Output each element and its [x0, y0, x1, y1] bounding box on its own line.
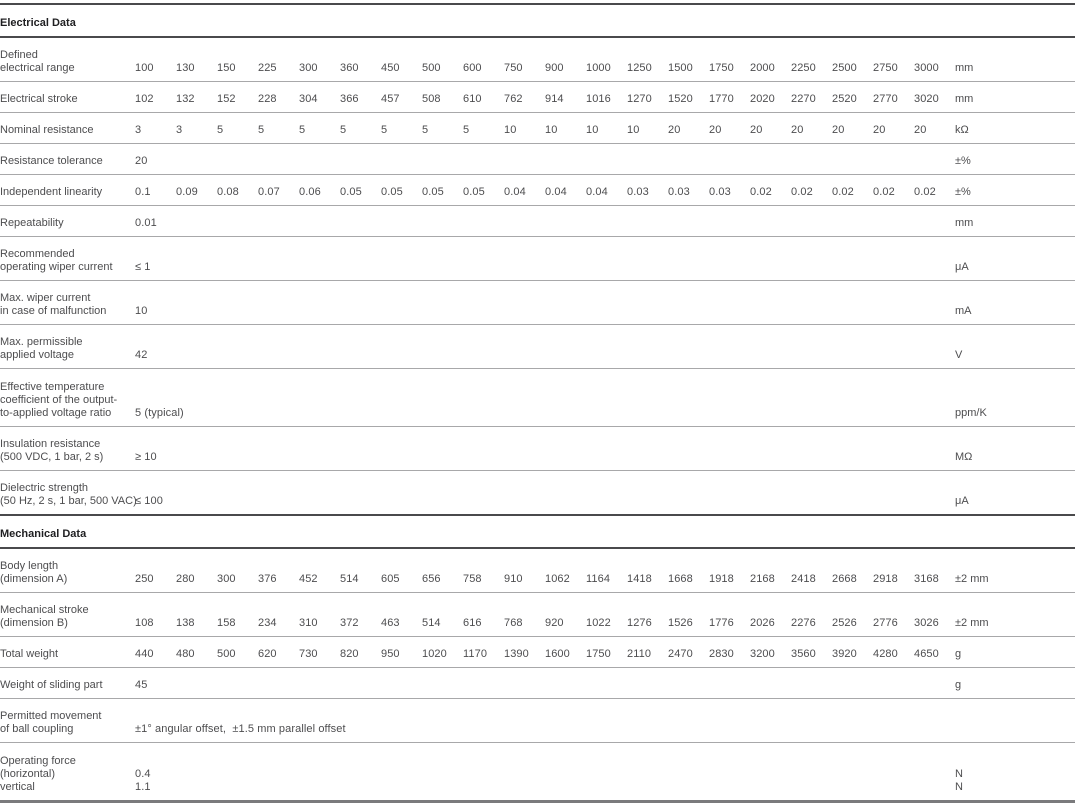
row-label-line: (horizontal): [0, 768, 56, 780]
value-cell: 376: [258, 548, 299, 593]
unit-cell: g: [955, 637, 1075, 668]
table-row: [0, 144, 1075, 175]
value-cell: 0.03: [668, 175, 709, 206]
unit-cell: ppm/K: [955, 369, 1075, 427]
value-cell: 2270: [791, 82, 832, 113]
value-cell: 610: [463, 82, 504, 113]
unit-cell: g: [955, 668, 1075, 699]
value-cell: 762: [504, 82, 545, 113]
value-cell: 304: [299, 82, 340, 113]
value-cell: 1776: [709, 593, 750, 637]
value-cell: 1750: [586, 637, 627, 668]
row-label: [0, 471, 135, 516]
value-cell: 605: [381, 548, 422, 593]
section-title: Mechanical Data: [0, 515, 1075, 548]
row-label-line: Total weight: [0, 648, 59, 660]
value-cell: 1526: [668, 593, 709, 637]
value-cell: 20: [668, 113, 709, 144]
value-cell: 0.04: [545, 175, 586, 206]
value-cell: 2168: [750, 548, 791, 593]
value-cell: 10: [135, 281, 955, 325]
row-label-line: applied voltage: [0, 349, 75, 361]
unit-cell: mA: [955, 281, 1075, 325]
value-cell: 3020: [914, 82, 955, 113]
value-cell: 3: [135, 113, 176, 144]
row-label: [0, 668, 135, 699]
value-cell: 150: [217, 37, 258, 82]
unit-line: N: [955, 781, 963, 793]
value-line: 0.4: [135, 768, 151, 780]
value-cell: 750: [504, 37, 545, 82]
value-cell: 1016: [586, 82, 627, 113]
row-label: [0, 743, 135, 802]
value-cell: 656: [422, 548, 463, 593]
value-cell: 234: [258, 593, 299, 637]
row-label-line: Independent linearity: [0, 186, 103, 198]
value-cell: 758: [463, 548, 504, 593]
unit-cell: MΩ: [955, 427, 1075, 471]
value-cell: 920: [545, 593, 586, 637]
value-cell: 2500: [832, 37, 873, 82]
table-row: [0, 37, 1075, 82]
section-header-row: [0, 4, 1075, 37]
value-cell: 463: [381, 593, 422, 637]
value-cell: 228: [258, 82, 299, 113]
value-cell: 45: [135, 668, 955, 699]
value-cell: 4280: [873, 637, 914, 668]
value-cell: 450: [381, 37, 422, 82]
value-cell: 3: [176, 113, 217, 144]
unit-cell: kΩ: [955, 113, 1075, 144]
value-cell: 1418: [627, 548, 668, 593]
value-cell: 20: [873, 113, 914, 144]
value-cell: 0.06: [299, 175, 340, 206]
value-cell: 5: [299, 113, 340, 144]
table-row: [0, 175, 1075, 206]
value-cell: 0.08: [217, 175, 258, 206]
row-label-line: Nominal resistance: [0, 124, 94, 136]
row-label-line: in case of malfunction: [0, 305, 107, 317]
value-cell: 3200: [750, 637, 791, 668]
value-cell: 5: [422, 113, 463, 144]
value-cell: 20: [914, 113, 955, 144]
value-cell: 2830: [709, 637, 750, 668]
value-cell: 0.02: [750, 175, 791, 206]
unit-cell: mm: [955, 37, 1075, 82]
specification-table: [0, 3, 1075, 803]
value-cell: 1520: [668, 82, 709, 113]
table-row: [0, 206, 1075, 237]
value-cell: 452: [299, 548, 340, 593]
row-label-line: Mechanical stroke: [0, 604, 89, 616]
value-cell: 102: [135, 82, 176, 113]
value-cell: 1250: [627, 37, 668, 82]
unit-cell: [955, 699, 1075, 743]
value-cell: 1164: [586, 548, 627, 593]
value-cell: 360: [340, 37, 381, 82]
row-label-line: operating wiper current: [0, 261, 113, 273]
row-label-line: Weight of sliding part: [0, 679, 103, 691]
row-label: [0, 175, 135, 206]
value-cell: 372: [340, 593, 381, 637]
value-cell: 5: [340, 113, 381, 144]
value-cell: 0.04: [504, 175, 545, 206]
value-cell: 2000: [750, 37, 791, 82]
table-row: [0, 637, 1075, 668]
table-row: [0, 237, 1075, 281]
row-label-line: Repeatability: [0, 217, 64, 229]
value-cell: 2470: [668, 637, 709, 668]
value-cell: 514: [340, 548, 381, 593]
row-label-line: (dimension A): [0, 573, 68, 585]
row-label: [0, 82, 135, 113]
row-label-line: Body length: [0, 560, 59, 572]
row-label: [0, 548, 135, 593]
value-cell: 1022: [586, 593, 627, 637]
value-cell: 10: [545, 113, 586, 144]
row-label-line: (500 VDC, 1 bar, 2 s): [0, 451, 104, 463]
value-cell: 2418: [791, 548, 832, 593]
row-label-line: electrical range: [0, 62, 75, 74]
row-label: [0, 281, 135, 325]
table-row: [0, 325, 1075, 369]
table-row: [0, 281, 1075, 325]
section-title: Electrical Data: [0, 4, 1075, 37]
value-cell: 10: [586, 113, 627, 144]
value-cell: 0.02: [832, 175, 873, 206]
value-cell: ≥ 10: [135, 427, 955, 471]
section-header-row: [0, 515, 1075, 548]
value-cell: 3920: [832, 637, 873, 668]
table-row: [0, 427, 1075, 471]
value-cell: 440: [135, 637, 176, 668]
value-cell: 0.1: [135, 175, 176, 206]
value-cell: 900: [545, 37, 586, 82]
value-cell: 1000: [586, 37, 627, 82]
value-cell: 10: [504, 113, 545, 144]
table-row: [0, 699, 1075, 743]
unit-cell: ±2 mm: [955, 593, 1075, 637]
row-label: [0, 369, 135, 427]
value-cell: 914: [545, 82, 586, 113]
value-cell: 5: [217, 113, 258, 144]
row-label-line: Max. permissible: [0, 336, 83, 348]
value-cell: 2918: [873, 548, 914, 593]
unit-cell: ±2 mm: [955, 548, 1075, 593]
value-cell: 768: [504, 593, 545, 637]
value-cell: 0.02: [914, 175, 955, 206]
value-cell: 500: [422, 37, 463, 82]
value-cell: 2020: [750, 82, 791, 113]
table-row: [0, 743, 1075, 802]
value-cell: 5: [258, 113, 299, 144]
value-cell: 42: [135, 325, 955, 369]
row-label-line: vertical: [0, 781, 35, 793]
value-cell: 1750: [709, 37, 750, 82]
value-cell: 3000: [914, 37, 955, 82]
row-label-line: Resistance tolerance: [0, 155, 103, 167]
value-cell: 1918: [709, 548, 750, 593]
row-label-line: Permitted movement: [0, 710, 102, 722]
value-cell: 620: [258, 637, 299, 668]
row-label-line: (50 Hz, 2 s, 1 bar, 500 VAC): [0, 495, 137, 507]
value-cell: 0.05: [422, 175, 463, 206]
row-label-line: Defined: [0, 49, 38, 61]
value-cell: 280: [176, 548, 217, 593]
row-label: [0, 427, 135, 471]
value-cell: 950: [381, 637, 422, 668]
row-label: [0, 699, 135, 743]
unit-cell: ±%: [955, 175, 1075, 206]
value-cell: 0.05: [381, 175, 422, 206]
value-cell: 820: [340, 637, 381, 668]
value-cell: 132: [176, 82, 217, 113]
row-label: [0, 637, 135, 668]
value-cell: 366: [340, 82, 381, 113]
value-cell: 20: [832, 113, 873, 144]
value-cell: 616: [463, 593, 504, 637]
unit-cell: μA: [955, 237, 1075, 281]
value-cell: 1600: [545, 637, 586, 668]
value-cell: 0.03: [709, 175, 750, 206]
table-row: [0, 471, 1075, 516]
value-cell: 0.02: [791, 175, 832, 206]
value-cell: 457: [381, 82, 422, 113]
value-cell: 0.03: [627, 175, 668, 206]
value-cell: 0.09: [176, 175, 217, 206]
table-row: [0, 82, 1075, 113]
value-cell: 0.04: [586, 175, 627, 206]
value-cell: 2750: [873, 37, 914, 82]
value-cell: 1062: [545, 548, 586, 593]
value-cell: 130: [176, 37, 217, 82]
value-cell: 1270: [627, 82, 668, 113]
value-cell: [135, 743, 955, 802]
row-label-line: Operating force: [0, 755, 76, 767]
row-label: [0, 144, 135, 175]
value-cell: 310: [299, 593, 340, 637]
row-label: [0, 206, 135, 237]
table-row: [0, 668, 1075, 699]
value-cell: 500: [217, 637, 258, 668]
value-cell: 20: [135, 144, 955, 175]
value-cell: 2026: [750, 593, 791, 637]
value-cell: 508: [422, 82, 463, 113]
value-cell: 5: [463, 113, 504, 144]
row-label-line: Insulation resistance: [0, 438, 101, 450]
value-cell: ±1° angular offset, ±1.5 mm parallel offset: [135, 699, 955, 743]
table-row: [0, 548, 1075, 593]
value-cell: 1020: [422, 637, 463, 668]
value-cell: 20: [750, 113, 791, 144]
value-cell: 20: [709, 113, 750, 144]
value-cell: 20: [791, 113, 832, 144]
unit-line: N: [955, 768, 963, 780]
unit-cell: μA: [955, 471, 1075, 516]
value-cell: 4650: [914, 637, 955, 668]
value-line: 1.1: [135, 781, 151, 793]
value-cell: 2770: [873, 82, 914, 113]
value-cell: 0.05: [340, 175, 381, 206]
unit-cell: mm: [955, 82, 1075, 113]
value-cell: 910: [504, 548, 545, 593]
row-label-line: Dielectric strength: [0, 482, 89, 494]
unit-cell: mm: [955, 206, 1075, 237]
value-cell: 1390: [504, 637, 545, 668]
row-label-line: Effective temperature: [0, 381, 105, 393]
value-cell: 100: [135, 37, 176, 82]
table-row: [0, 369, 1075, 427]
table-row: [0, 113, 1075, 144]
unit-cell: V: [955, 325, 1075, 369]
value-cell: 5: [381, 113, 422, 144]
value-cell: ≤ 100: [135, 471, 955, 516]
value-cell: 480: [176, 637, 217, 668]
value-cell: 0.01: [135, 206, 955, 237]
value-cell: 152: [217, 82, 258, 113]
value-cell: 2526: [832, 593, 873, 637]
row-label: [0, 37, 135, 82]
value-cell: 0.02: [873, 175, 914, 206]
value-cell: 2250: [791, 37, 832, 82]
value-cell: 3560: [791, 637, 832, 668]
value-cell: 1170: [463, 637, 504, 668]
value-cell: 10: [627, 113, 668, 144]
row-label-line: (dimension B): [0, 617, 68, 629]
row-label-line: to-applied voltage ratio: [0, 407, 112, 419]
value-cell: 1276: [627, 593, 668, 637]
value-cell: 158: [217, 593, 258, 637]
row-label-line: Recommended: [0, 248, 75, 260]
value-cell: 250: [135, 548, 176, 593]
value-cell: 300: [299, 37, 340, 82]
row-label: [0, 113, 135, 144]
value-cell: 0.05: [463, 175, 504, 206]
value-cell: 225: [258, 37, 299, 82]
value-cell: 2668: [832, 548, 873, 593]
value-cell: 600: [463, 37, 504, 82]
row-label-line: coefficient of the output-: [0, 394, 118, 406]
value-cell: ≤ 1: [135, 237, 955, 281]
unit-cell: ±%: [955, 144, 1075, 175]
value-cell: 3026: [914, 593, 955, 637]
value-cell: 138: [176, 593, 217, 637]
unit-cell: [955, 743, 1075, 802]
row-label: [0, 325, 135, 369]
value-cell: 2276: [791, 593, 832, 637]
value-cell: 2520: [832, 82, 873, 113]
row-label-line: Max. wiper current: [0, 292, 91, 304]
value-cell: 300: [217, 548, 258, 593]
value-cell: 0.07: [258, 175, 299, 206]
row-label: [0, 237, 135, 281]
row-label-line: Electrical stroke: [0, 93, 78, 105]
value-cell: 1770: [709, 82, 750, 113]
table-row: [0, 593, 1075, 637]
value-cell: 1668: [668, 548, 709, 593]
value-cell: 514: [422, 593, 463, 637]
value-cell: 3168: [914, 548, 955, 593]
value-cell: 1500: [668, 37, 709, 82]
value-cell: 5 (typical): [135, 369, 955, 427]
row-label-line: of ball coupling: [0, 723, 74, 735]
value-cell: 108: [135, 593, 176, 637]
value-cell: 2776: [873, 593, 914, 637]
value-cell: 2110: [627, 637, 668, 668]
value-cell: 730: [299, 637, 340, 668]
row-label: [0, 593, 135, 637]
